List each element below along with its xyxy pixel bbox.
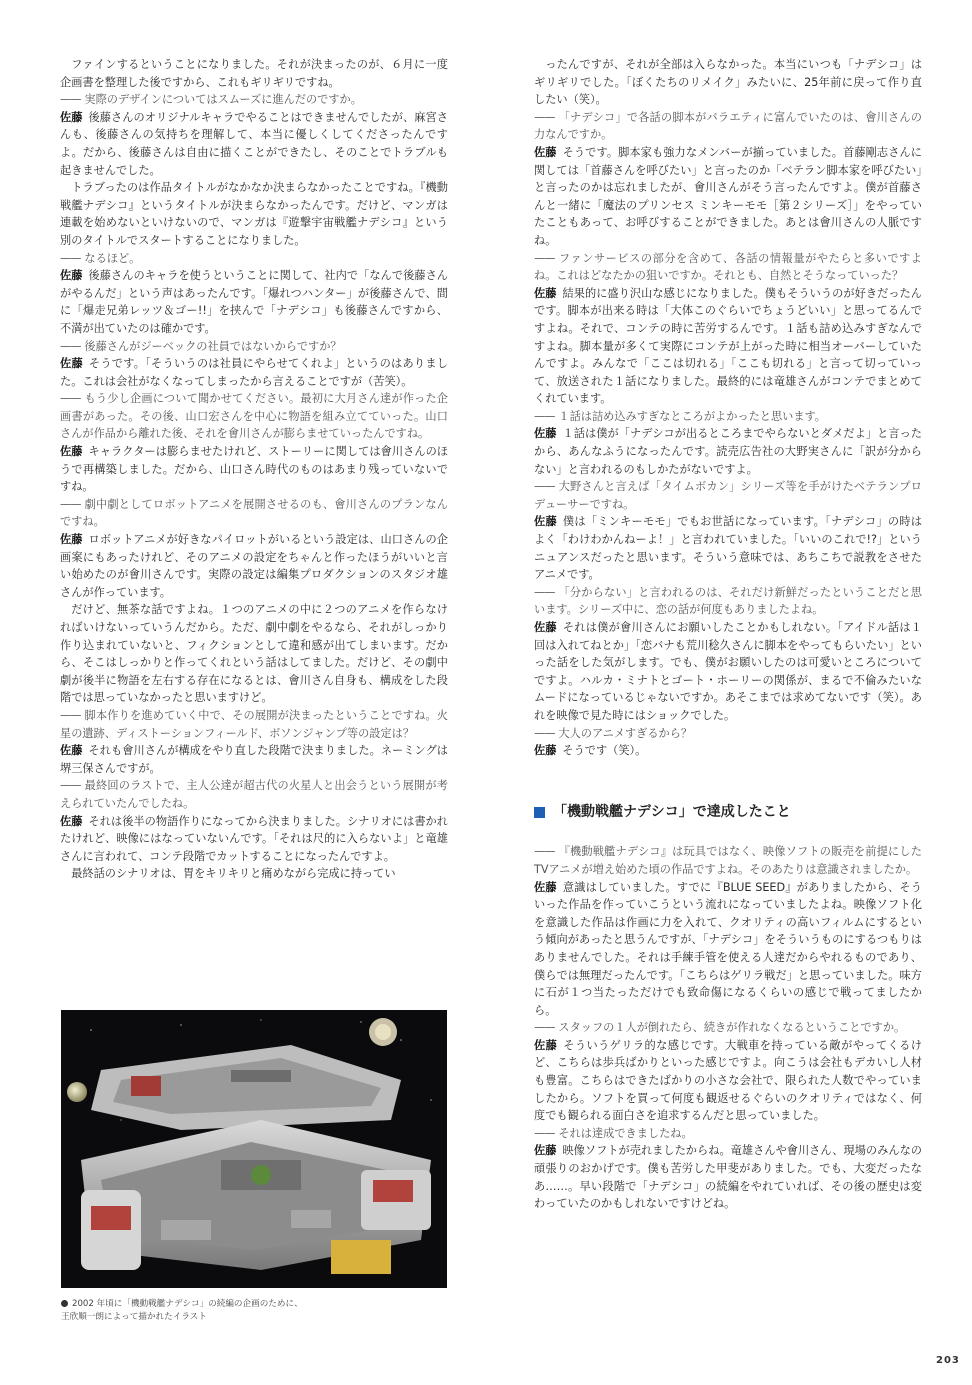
speaker-name: 佐藤 xyxy=(534,621,557,634)
paragraph-text: それは達成できましたね。 xyxy=(558,1126,693,1140)
interview-answer xyxy=(534,144,922,250)
paragraph-text: 最終回のラストで、主人公達が超古代の火星人と出会うという展開が考えられていたんでしたね。 xyxy=(60,779,448,810)
paragraph xyxy=(60,179,448,249)
paragraph-text: そういうゲリラ的な感じです。大戦車を持っている敵がやってくるけど、こちらは歩兵ばかりといった感じですよ。向こうは会社もデカいし人材も豊富。こちらはできたばかりの小さな会社で、限られた人数でやっていましたから。ソフトを買って何度も観返せるぐらいのクオリティではなく、何度でも観られる面白さを追求するんだと思っていました。 xyxy=(534,1038,922,1123)
interview-answer xyxy=(60,443,448,496)
speaker-name: 佐藤 xyxy=(60,269,83,283)
question-dash: —— xyxy=(60,251,81,265)
paragraph-text: なるほど。 xyxy=(84,251,141,265)
question-dash: —— xyxy=(534,845,555,859)
interview-answer xyxy=(534,285,922,408)
interview-question xyxy=(534,109,922,144)
speaker-name: 佐藤 xyxy=(534,145,557,159)
paragraph-text: 脚本作りを進めていく中で、その展開が決まったということですね。火星の遺跡、ディストーションフィールド、ボソンジャンプ等の設定は？ xyxy=(60,708,448,740)
paragraph-text: 「分からない」と言われるのは、それだけ新鮮だったということだと思います。シリーズ中に、恋の話が何度もありましたよね。 xyxy=(534,585,922,617)
question-dash: —— xyxy=(60,497,81,511)
speaker-name: 佐藤 xyxy=(534,515,557,529)
interview-answer xyxy=(60,531,448,601)
paragraph-text: 大人のアニメすぎるから？ xyxy=(558,726,693,740)
speaker-name: 佐藤 xyxy=(534,880,557,894)
left-column xyxy=(60,56,448,883)
right-column-body xyxy=(534,56,922,760)
speaker-name: 佐藤 xyxy=(60,533,83,547)
paragraph-text: そうです（笑）。 xyxy=(562,744,647,758)
paragraph-text: そうです。脚本家も強力なメンバーが揃っていました。首藤剛志さんに関しては「首藤さんを呼びたい」と言ったのか「ベテラン脚本家を呼びたい」と言ったのかは忘れましたが、會川さんがそう言ったんですよ。僕が首藤さんと一緒に「魔法のプリンセス ミンキーモモ［第２シリーズ］」をやっていたこともあって、お呼びすることができました。あとは會川さんの人脈ですね。 xyxy=(534,145,922,247)
paragraph-text: ファインするということになりました。それが決まったのが、６月に一度企画書を整理した後ですから、これもギリギリですね。 xyxy=(60,58,448,89)
interview-question xyxy=(60,707,448,742)
paragraph-text: 後藤さんがジーベックの社員ではないからですか？ xyxy=(84,339,342,353)
right-column xyxy=(534,56,922,1213)
section-title: 「機動戦艦ナデシコ」で達成したこと xyxy=(553,803,791,820)
speaker-name: 佐藤 xyxy=(60,744,83,758)
interview-answer xyxy=(534,425,922,478)
interview-answer xyxy=(534,1142,922,1212)
interview-question xyxy=(534,725,922,743)
interview-question xyxy=(60,777,448,812)
paragraph-text: 僕は「ミンキーモモ」でもお世話になっています。「ナデシコ」の時はよく「わけわかんねーよ！」と言われていました。「いいのこれで!?」というニュアンスだったと思います。そういう意味では、あちこちで説教をさせたアニメです。 xyxy=(534,515,922,582)
paragraph-text: 後藤さんのキャラを使うということに関して、社内で「なんで後藤さんがやるんだ」という声はあったんです。「爆れつハンター」が後藤さんで、間に「爆走兄弟レッツ＆ゴー!!」を挟んで「ナデシコ」も後藤さんですから、不満が出ていたのは確かです。 xyxy=(60,269,448,335)
paragraph-text: 実際のデザインについてはスムーズに進んだのですか。 xyxy=(84,93,362,107)
question-dash: —— xyxy=(534,1021,555,1035)
speaker-name: 佐藤 xyxy=(534,744,557,758)
interview-question xyxy=(534,250,922,285)
paragraph-text: １話は僕が「ナデシコが出るところまでやらないとダメだよ」と言ったから、あんなふうになったんです。読売広告社の大野実さんに「訳が分からない」と言われるのもしかたがないですよ。 xyxy=(534,427,922,476)
speaker-name: 佐藤 xyxy=(60,445,83,459)
paragraph-text: 劇中劇としてロボットアニメを展開させるのも、會川さんのプランなんですね。 xyxy=(60,497,448,529)
interview-question xyxy=(60,496,448,531)
paragraph-text: 『機動戦艦ナデシコ』は玩具ではなく、映像ソフトの販売を前提にしたTVアニメが増え始めた頃の作品ですよね。そのあたりは意識されましたか。 xyxy=(534,845,922,876)
interview-question xyxy=(60,338,448,356)
question-dash: —— xyxy=(60,779,81,793)
speaker-name: 佐藤 xyxy=(534,286,557,300)
speaker-name: 佐藤 xyxy=(534,1038,558,1052)
question-dash: —— xyxy=(534,1126,555,1140)
paragraph-text: それも會川さんが構成をやり直した段階で決まりました。ネーミングは堺三保さんですが。 xyxy=(60,744,448,775)
section-heading xyxy=(534,804,922,822)
paragraph-text: １話は詰め込みすぎなところがよかったと思います。 xyxy=(558,409,826,423)
question-dash: —— xyxy=(60,392,81,406)
interview-question xyxy=(60,390,448,443)
page-number: 203 xyxy=(936,1355,960,1366)
question-dash: —— xyxy=(534,726,555,740)
paragraph-text: キャラクターは膨らませたけれど、ストーリーに関しては會川さんのほうで再構築しました。だから、山口さん時代のものはあまり残っていないですね。 xyxy=(60,445,448,494)
illustration-caption xyxy=(61,1298,447,1324)
paragraph-text: 映像ソフトが売れましたからね。竜雄さんや會川さん、現場のみんなの頑張りのおかげです。僕も苦労した甲斐がありました。でも、大変だったなあ……。早い段階で「ナデシコ」の続編をやれていれば、その後の歴史は変わっていたのかもしれないですけどね。 xyxy=(534,1144,922,1211)
interview-answer xyxy=(534,879,922,1020)
interview-answer xyxy=(60,267,448,337)
paragraph-text: 「ナデシコ」で各話の脚本がバラエティに富んでいたのは、會川さんの力なんですか。 xyxy=(534,110,922,142)
interview-answer xyxy=(534,1037,922,1125)
paragraph-text: それは後半の物語作りになってから決まりました。シナリオには書かれたけれど、映像にはなっていないんです。「それは尺的に入らないよ」と竜雄さんに言われて、コンテ段階でカットすることになったんですよ。 xyxy=(60,814,448,863)
interview-question xyxy=(60,250,448,268)
paragraph-text: 意識はしていました。すでに『BLUE SEED』がありましたから、そういった作品を作っていこうという流れになっていましたよね。映像ソフト化を意識した作品は作画に力を入れて、クオリティの高いフィルムにするという傾向があったと思うんですが、「ナデシコ」をそういうものにするつもりはありませんでした。それは手練手管を使える人達だからやれるものであり、僕らでは無理だったんです。「こちらはゲリラ戦だ」と思っていました。味方に石が１つ当たっただけでも致命傷になるくらいの感じで戦ってましたから。 xyxy=(534,880,922,1017)
paragraph-text: ロボットアニメが好きなパイロットがいるという設定は、山口さんの企画案にもあったけれど、そのアニメの設定をちゃんと作ったほうがいいと言い始めたのが會川さんです。実際の設定は編集プロダクションのスタジオ雄さんが作っています。 xyxy=(60,533,448,599)
question-dash: —— xyxy=(534,409,555,423)
question-dash: —— xyxy=(60,339,81,353)
interview-question xyxy=(534,843,922,878)
speaker-name: 佐藤 xyxy=(534,427,557,441)
bullet-icon xyxy=(61,1300,68,1307)
speaker-name: 佐藤 xyxy=(60,814,83,828)
paragraph-text: 大野さんと言えば「タイムボカン」シリーズ等を手がけたベテランプロデューサーですね。 xyxy=(534,480,922,511)
interview-question xyxy=(534,1019,922,1037)
interview-question xyxy=(534,478,922,513)
interview-answer xyxy=(60,742,448,777)
question-dash: —— xyxy=(534,585,555,599)
paragraph xyxy=(60,865,448,883)
question-dash: —— xyxy=(534,480,555,494)
paragraph-text: ったんですが、それが全部は入らなかった。本当にいつも「ナデシコ」はギリギリでした。「ぼくたちのリメイク」みたいに、25年前に戻って作り直したい（笑）。 xyxy=(534,58,922,107)
interview-question xyxy=(534,408,922,426)
paragraph-text: 最終話のシナリオは、胃をキリキリと痛めながら完成に持ってい xyxy=(71,867,396,881)
interview-answer xyxy=(60,355,448,390)
interview-question xyxy=(534,1125,922,1143)
paragraph-text: そうです。「そういうのは社員にやらせてくれよ」というのはありました。これは会社がなくなってしまったから言えることですが（苦笑）。 xyxy=(60,357,448,388)
speaker-name: 佐藤 xyxy=(534,1144,557,1158)
caption-line-2: 王欣順一朗によって描かれたイラスト xyxy=(61,1312,207,1322)
spaceship-illustration xyxy=(61,1010,447,1288)
question-dash: —— xyxy=(60,93,81,107)
interview-answer xyxy=(60,813,448,866)
section-marker-icon xyxy=(534,807,545,818)
speaker-name: 佐藤 xyxy=(60,110,83,124)
paragraph xyxy=(60,601,448,707)
paragraph-text: だけど、無茶な話ですよね。１つのアニメの中に２つのアニメを作らなければいけないっていうんだから。ただ、劇中劇をやるなら、それがしっかり作り込まれていないと、フィクションとして違和感が出てしまいます。だから、そこはしっかりと作ってくれという話はしてました。だけど、その劇中劇が後半に物語を左右する存在になるとは、會川さん自身も、構成をした段階では思っていなかったと思いますけど。 xyxy=(60,603,448,705)
question-dash: —— xyxy=(534,251,555,265)
question-dash: —— xyxy=(60,708,81,722)
spaceship-illustration-icon xyxy=(61,1010,447,1288)
interview-answer xyxy=(534,513,922,583)
paragraph xyxy=(60,56,448,91)
paragraph-text: もう少し企画について聞かせてください。最初に大月さん達が作った企画書があった。その後、山口宏さんを中心に物語を組み立てていった。山口さんが作品から離れた後、それを會川さんが膨らませていったんですね。 xyxy=(60,392,448,441)
interview-answer xyxy=(60,109,448,179)
question-dash: —— xyxy=(534,110,555,124)
paragraph-text: スタッフの１人が倒れたら、続きが作れなくなるということですか。 xyxy=(558,1021,906,1035)
paragraph-text: ファンサービスの部分を含めて、各話の情報量がやたらと多いですよね。これはどなたかの狙いですか。それとも、自然とそうなっていった？ xyxy=(534,251,922,283)
paragraph-text: 後藤さんのオリジナルキャラでやることはできませんでしたが、麻宮さんも、後藤さんの気持ちを理解して、本当に優しくしてくださったんですよ。だから、後藤さんは自由に描くことができたし、そのことでトラブルも起きませんでした。 xyxy=(60,110,448,177)
interview-question xyxy=(60,91,448,109)
caption-line-1: 2002 年頃に「機動戦艦ナデシコ」の続編の企画のために、 xyxy=(72,1299,303,1309)
paragraph-text: 結果的に盛り沢山な感じになりました。僕もそういうのが好きだったんです。脚本が出来る時は「大体このぐらいでちょうどいい」と思ってるんですよね。それで、コンテの時に苦労するんです。１話も詰め込みすぎなんですよね。脚本量が多くて実際にコンテが上がった時に相当オーバーしていたんですよ。みんなで「ここは切れる」「ここも切れる」と言って切っていって、放送された１話になりました。最終的には竜雄さんがコンテでまとめてくれています。 xyxy=(534,286,922,406)
interview-answer xyxy=(534,742,922,760)
paragraph-text: それは僕が會川さんにお願いしたことかもしれない。「アイドル話は１回は入れてねとか」「恋バナも荒川稔久さんに脚本をやってもらいたい」といった話をした気がします。でも、僕がお願いしたのは可愛いところについてですよ。ハルカ・ミナトとゴート・ホーリーの関係が、まるで不倫みたいなムードになっているじゃないですか。あそこまでは求めてないです（笑）。あれを映像で見た時にはショックでした。 xyxy=(534,621,922,722)
paragraph-text: トラブったのは作品タイトルがなかなか決まらなかったことですね。『機動戦艦ナデシコ』というタイトルが決まらなかったんです。だけど、マンガは連載を始めないといけないので、マンガは『遊撃宇宙戦艦ナデシコ』という別のタイトルでスタートすることになりました。 xyxy=(60,181,448,247)
speaker-name: 佐藤 xyxy=(60,357,83,371)
interview-question xyxy=(534,584,922,619)
interview-answer xyxy=(534,619,922,725)
section-body xyxy=(534,843,922,1212)
paragraph xyxy=(534,56,922,109)
